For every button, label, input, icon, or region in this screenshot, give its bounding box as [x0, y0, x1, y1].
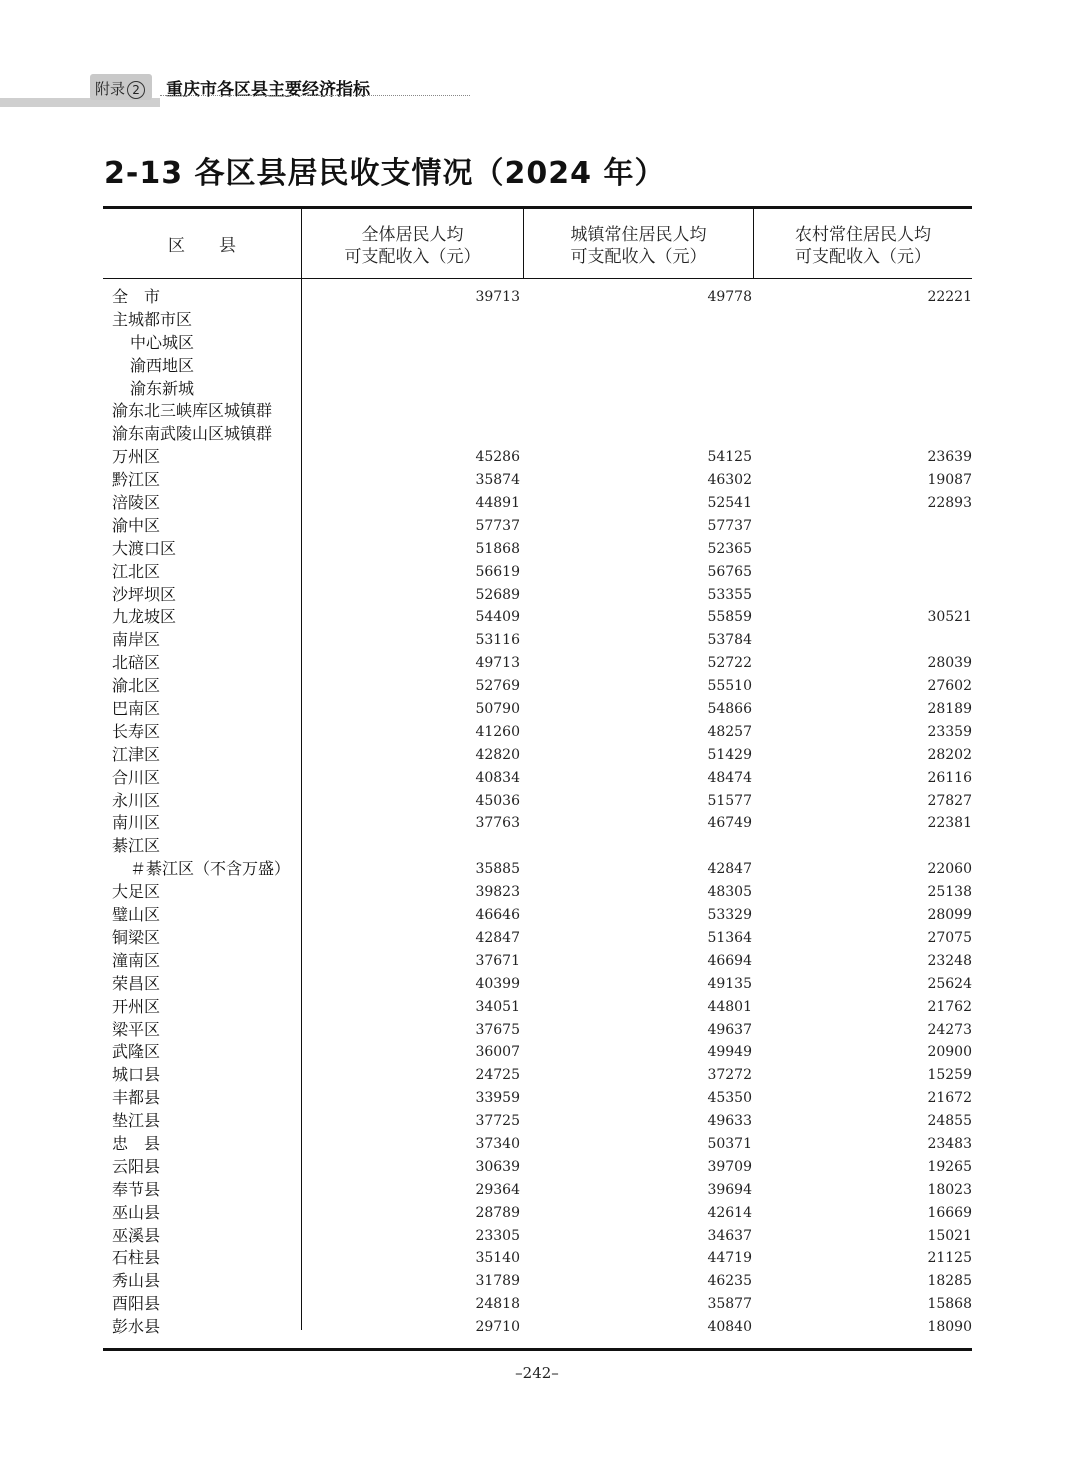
income-all-cell: 35140 — [475, 1250, 520, 1267]
income-urban-cell: 42614 — [707, 1204, 752, 1221]
income-all-cell: 40834 — [475, 769, 520, 786]
income-urban-cell: 46302 — [707, 472, 752, 489]
income-rural-cell: 16669 — [927, 1204, 972, 1221]
income-rural-cell: 21762 — [927, 998, 972, 1015]
region-name: 綦江区 — [112, 836, 161, 856]
table-row — [103, 584, 972, 607]
income-urban-cell: 51577 — [707, 792, 752, 809]
region-name: 城口县 — [112, 1065, 161, 1085]
income-urban-cell: 46235 — [707, 1273, 752, 1290]
income-all-cell: 30639 — [475, 1158, 520, 1175]
table-row — [103, 423, 972, 446]
region-name: 渝中区 — [112, 515, 161, 535]
income-urban-cell: 53355 — [707, 586, 752, 603]
income-urban-cell: 56765 — [707, 563, 752, 580]
table-row — [103, 973, 972, 996]
table-row — [103, 698, 972, 721]
region-name: 沙坪坝区 — [112, 584, 177, 604]
appendix-label — [95, 78, 145, 99]
table-row — [103, 767, 972, 790]
income-urban-cell: 52365 — [707, 540, 752, 557]
table-row — [103, 1202, 972, 1225]
income-rural-cell: 27075 — [927, 929, 972, 946]
region-name: 梁平区 — [112, 1019, 161, 1039]
table-row — [103, 1293, 972, 1316]
income-rural-cell: 18090 — [927, 1319, 972, 1336]
income-urban-cell: 34637 — [707, 1227, 752, 1244]
region-name: 大渡口区 — [112, 538, 177, 558]
region-name: 石柱县 — [112, 1248, 161, 1268]
income-urban-cell: 45350 — [707, 1090, 752, 1107]
income-all-cell: 42820 — [475, 746, 520, 763]
income-all-cell: 52689 — [475, 586, 520, 603]
income-urban-cell: 50371 — [707, 1135, 752, 1152]
income-all-cell: 53116 — [475, 632, 520, 649]
table-row — [103, 996, 972, 1019]
income-rural-cell: 27602 — [927, 678, 972, 695]
income-all-cell: 28789 — [475, 1204, 520, 1221]
income-all-cell: 35874 — [475, 472, 520, 489]
appendix-label-text: 附录 — [95, 80, 126, 98]
table-row — [103, 1087, 972, 1110]
income-rural-cell: 30521 — [927, 609, 972, 626]
income-urban-cell: 35877 — [707, 1296, 752, 1313]
region-name: 黔江区 — [112, 470, 161, 490]
table-row — [103, 835, 972, 858]
income-all-cell: 56619 — [475, 563, 520, 580]
income-rural-cell: 25138 — [927, 884, 972, 901]
income-urban-cell: 42847 — [707, 861, 752, 878]
table-row — [103, 515, 972, 538]
table-row — [103, 1133, 972, 1156]
region-name: 中心城区 — [130, 332, 195, 352]
income-urban-cell: 57737 — [707, 517, 752, 534]
region-name: 长寿区 — [112, 721, 161, 741]
region-name: 巫溪县 — [112, 1225, 161, 1245]
table-top-rule — [103, 206, 972, 209]
region-name: 永川区 — [112, 790, 161, 810]
table-row — [103, 812, 972, 835]
region-name: 南岸区 — [112, 630, 161, 650]
income-all-cell: 45286 — [475, 449, 520, 466]
table-row — [103, 950, 972, 973]
income-all-cell: 39713 — [475, 289, 520, 305]
income-urban-cell: 49633 — [707, 1113, 752, 1130]
income-urban-cell: 40840 — [707, 1319, 752, 1336]
income-urban-cell: 49637 — [707, 1021, 752, 1038]
income-rural-cell: 15259 — [927, 1067, 972, 1084]
region-name: 涪陵区 — [112, 493, 161, 513]
income-urban-cell: 48474 — [707, 769, 752, 786]
region-name: ＃綦江区（不含万盛） — [130, 859, 291, 879]
column-header-line2: 可支配收入（元） — [344, 247, 481, 267]
page-title: 2-13 各区县居民收支情况（2024 年） — [104, 156, 666, 191]
region-name: 巴南区 — [112, 699, 161, 719]
region-name: 渝西地区 — [130, 355, 195, 375]
income-all-cell: 37675 — [475, 1021, 520, 1038]
income-urban-cell: 48257 — [707, 723, 752, 740]
region-name: 江津区 — [112, 744, 161, 764]
region-name: 忠 县 — [112, 1133, 161, 1153]
region-name: 大足区 — [112, 882, 161, 902]
table-row — [103, 652, 972, 675]
table-row — [103, 355, 972, 378]
table-header-rule — [103, 278, 972, 279]
region-name: 渝东北三峡库区城镇群 — [112, 401, 273, 421]
table-row — [103, 1316, 972, 1339]
income-all-cell: 46646 — [475, 907, 520, 924]
region-name: 渝东南武陵山区城镇群 — [112, 424, 273, 444]
region-name: 武隆区 — [112, 1042, 161, 1062]
income-all-cell: 36007 — [475, 1044, 520, 1061]
table-row — [103, 1247, 972, 1270]
income-urban-cell: 54125 — [707, 449, 752, 466]
income-urban-cell: 49949 — [707, 1044, 752, 1061]
income-all-cell: 51868 — [475, 540, 520, 557]
income-all-cell: 31789 — [475, 1273, 520, 1290]
table-row — [103, 790, 972, 813]
income-all-cell: 29364 — [475, 1181, 520, 1198]
region-name: 主城都市区 — [112, 309, 193, 329]
income-all-cell: 54409 — [475, 609, 520, 626]
income-all-cell: 37340 — [475, 1135, 520, 1152]
table-row — [103, 1019, 972, 1042]
column-header-all-residents — [302, 224, 523, 268]
income-rural-cell: 22060 — [927, 861, 972, 878]
region-name: 江北区 — [112, 561, 161, 581]
income-rural-cell: 19087 — [927, 472, 972, 489]
income-rural-cell: 18285 — [927, 1273, 972, 1290]
table-row — [103, 744, 972, 767]
income-all-cell: 44891 — [475, 495, 520, 512]
region-name: 合川区 — [112, 767, 161, 787]
income-rural-cell: 28202 — [927, 746, 972, 763]
income-all-cell: 37671 — [475, 952, 520, 969]
income-rural-cell: 22893 — [927, 495, 972, 512]
table-row — [103, 309, 972, 332]
income-urban-cell: 52722 — [707, 655, 752, 672]
column-header-rural-residents — [754, 224, 972, 268]
table-row — [103, 721, 972, 744]
income-all-cell: 41260 — [475, 723, 520, 740]
region-name: 彭水县 — [112, 1317, 161, 1337]
region-name: 璧山区 — [112, 905, 161, 925]
header-rule — [160, 95, 470, 96]
income-rural-cell: 23483 — [927, 1135, 972, 1152]
region-name: 巫山县 — [112, 1202, 161, 1222]
income-all-cell: 24818 — [475, 1296, 520, 1313]
table-row — [103, 469, 972, 492]
table-row — [103, 927, 972, 950]
income-all-cell: 37725 — [475, 1113, 520, 1130]
table-bottom-rule — [103, 1348, 972, 1351]
income-rural-cell: 15868 — [927, 1296, 972, 1313]
table-row — [103, 1064, 972, 1087]
column-header-urban-residents — [524, 224, 753, 268]
income-urban-cell: 46749 — [707, 815, 752, 832]
income-urban-cell: 53329 — [707, 907, 752, 924]
region-name: 荣昌区 — [112, 973, 161, 993]
column-header-line2: 可支配收入（元） — [795, 247, 931, 267]
income-urban-cell: 51429 — [707, 746, 752, 763]
region-name: 丰都县 — [112, 1088, 161, 1108]
region-name: 开州区 — [112, 996, 161, 1016]
region-name: 九龙坡区 — [112, 607, 177, 627]
table-row — [103, 561, 972, 584]
income-urban-cell: 37272 — [707, 1067, 752, 1084]
income-all-cell: 34051 — [475, 998, 520, 1015]
running-title: 重庆市各区县主要经济指标 — [166, 80, 370, 100]
income-rural-cell: 27827 — [927, 792, 972, 809]
income-urban-cell: 48305 — [707, 884, 752, 901]
income-rural-cell: 24273 — [927, 1021, 972, 1038]
income-all-cell: 24725 — [475, 1067, 520, 1084]
income-all-cell: 37763 — [475, 815, 520, 832]
income-rural-cell: 28039 — [927, 655, 972, 672]
region-name: 奉节县 — [112, 1179, 161, 1199]
table-row — [103, 492, 972, 515]
table-row — [103, 1179, 972, 1202]
income-rural-cell: 28099 — [927, 907, 972, 924]
income-all-cell: 29710 — [475, 1319, 520, 1336]
column-header-region — [103, 235, 301, 257]
income-rural-cell: 22221 — [927, 289, 972, 305]
table-row — [103, 400, 972, 423]
table-row — [103, 1225, 972, 1248]
income-all-cell: 57737 — [475, 517, 520, 534]
region-name: 秀山县 — [112, 1271, 161, 1291]
income-all-cell: 42847 — [475, 929, 520, 946]
region-name: 铜梁区 — [112, 927, 161, 947]
income-urban-cell: 51364 — [707, 929, 752, 946]
column-header-region-label: 区 县 — [168, 236, 236, 256]
income-urban-cell: 55510 — [707, 678, 752, 695]
table-row — [103, 881, 972, 904]
income-urban-cell: 55859 — [707, 609, 752, 626]
table-row — [103, 858, 972, 881]
income-rural-cell: 28189 — [927, 701, 972, 718]
table-row — [103, 606, 972, 629]
income-rural-cell: 19265 — [927, 1158, 972, 1175]
income-rural-cell: 25624 — [927, 975, 972, 992]
income-rural-cell: 20900 — [927, 1044, 972, 1061]
income-rural-cell: 24855 — [927, 1113, 972, 1130]
table-row — [103, 538, 972, 561]
region-name: 渝北区 — [112, 676, 161, 696]
region-name: 酉阳县 — [112, 1294, 161, 1314]
region-name: 云阳县 — [112, 1156, 161, 1176]
region-name: 北碚区 — [112, 653, 161, 673]
income-rural-cell: 22381 — [927, 815, 972, 832]
income-urban-cell: 44801 — [707, 998, 752, 1015]
table-row — [103, 446, 972, 469]
income-all-cell: 50790 — [475, 701, 520, 718]
appendix-number: 2 — [127, 81, 145, 99]
income-urban-cell: 49778 — [707, 289, 752, 305]
income-rural-cell: 26116 — [927, 769, 972, 786]
table-row — [103, 286, 972, 309]
region-name: 南川区 — [112, 813, 161, 833]
income-urban-cell: 39709 — [707, 1158, 752, 1175]
income-all-cell: 40399 — [475, 975, 520, 992]
table-row — [103, 1156, 972, 1179]
income-urban-cell: 52541 — [707, 495, 752, 512]
income-urban-cell: 54866 — [707, 701, 752, 718]
income-all-cell: 35885 — [475, 861, 520, 878]
income-all-cell: 33959 — [475, 1090, 520, 1107]
income-all-cell: 49713 — [475, 655, 520, 672]
income-all-cell: 39823 — [475, 884, 520, 901]
income-rural-cell: 15021 — [927, 1227, 972, 1244]
table-row — [103, 904, 972, 927]
table-row — [103, 332, 972, 355]
column-header-line1: 城镇常住居民人均 — [570, 225, 707, 245]
income-urban-cell: 53784 — [707, 632, 752, 649]
income-urban-cell: 49135 — [707, 975, 752, 992]
region-name: 万州区 — [112, 447, 161, 467]
column-header-line1: 全体居民人均 — [361, 225, 464, 245]
income-rural-cell: 23639 — [927, 449, 972, 466]
region-name: 全 市 — [112, 287, 161, 306]
column-header-line1: 农村常住居民人均 — [795, 225, 931, 245]
table-row — [103, 675, 972, 698]
region-name: 渝东新城 — [130, 378, 195, 398]
income-all-cell: 52769 — [475, 678, 520, 695]
income-urban-cell: 46694 — [707, 952, 752, 969]
table-body — [103, 286, 972, 1339]
table-row — [103, 1270, 972, 1293]
column-header-line2: 可支配收入（元） — [570, 247, 707, 267]
table-row — [103, 1110, 972, 1133]
income-urban-cell: 44719 — [707, 1250, 752, 1267]
table-row — [103, 378, 972, 401]
region-name: 垫江县 — [112, 1111, 161, 1131]
region-name: 潼南区 — [112, 950, 161, 970]
page-number: –242– — [515, 1364, 559, 1382]
table-row — [103, 1041, 972, 1064]
income-all-cell: 45036 — [475, 792, 520, 809]
table-row — [103, 629, 972, 652]
income-rural-cell: 23248 — [927, 952, 972, 969]
income-rural-cell: 23359 — [927, 723, 972, 740]
income-rural-cell: 21125 — [927, 1250, 972, 1267]
income-rural-cell: 21672 — [927, 1090, 972, 1107]
income-rural-cell: 18023 — [927, 1181, 972, 1198]
income-urban-cell: 39694 — [707, 1181, 752, 1198]
income-all-cell: 23305 — [475, 1227, 520, 1244]
